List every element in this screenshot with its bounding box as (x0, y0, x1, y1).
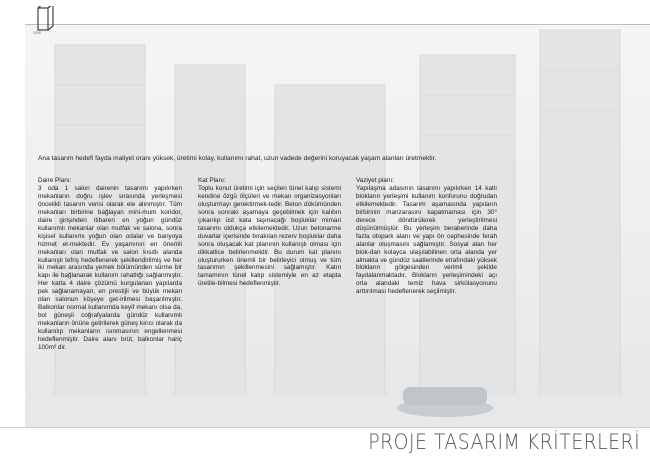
column-vaziyet-plani (356, 177, 497, 296)
column-body: 3 oda 1 salon dairenin tasarımı yapılırken mekanların doğru işlev sırasında yerleşmesi öncelikli tasarım verisi olarak ele alınmıştır. Tüm mekanları birbirine bağlayan mini-mum koridor, daire girişinden itibaren en yoğun gündüz kullanımlı mekanlar olan mutfak ve salona, sonra kişisel kullanımı yoğun olan odalar ve banyoya hizmet et-mektedir. Ev yaşamının en önemli mekanları olan mutfak ve salon kısıtlı alanda kullanışlı tefriş hedeflenerek şekillendirilmiş ve her iki mekan arasında yemek bölümünden sürme bir kapı ile bağlanarak kullanım rahatlığı sağlanmıştır. Her katta 4 daire çözümü kurgulanan yapılarda pek sağlanamayan, en prestijli ve büyük mekan olan salonun köşeye get-irilmesi başarılmıştır. Balkonlar normal kullanımda keyif mekanı olsa da, bol güneşli coğrafyalarda gündüz kullanımlı mekanların önüne getirilerek güneş kırıcı olarak da kullanılıp mekanların ısınmasının engellenmesi hedeflenmiştir. Daire alanı brüt, balkonlar hariç 100m² dir. (38, 184, 182, 352)
logo-caption: ÜRE (33, 30, 42, 35)
footer-title: PROJE TASARIM KRİTERLERİ (368, 430, 640, 454)
column-heading: Vaziyet planı: (356, 177, 394, 184)
column-body: Yapılaşma adasının tasarımı yapılırken 14 katlı blokların yerleşimi kullanım konforunu doğrudan etkilemektedir. Tasarım aşamasında yapıların birbirinin manzarasını kapatmaması için 30° derece döndürülerek yerleştirilmesi düşünülmüştür. Bu yerleşim beraberinde daha fazla otopark alanı ve yapı ön cephesinde ferah alanlar oluşmasını sağlamıştır. Sosyal alan her blok-dan kolayca ulaşılabilinen orta alanda yer almakta ve gündüz saatlerinde etrafındaki yüksek blokların gölgesinden verimli şekilde faydalanmaktadır. Blokların yerleşimindeki açı orta alandaki temiz hava sirkülasyonunu arttırılması hedeflenerek seçilmiştir. (356, 184, 497, 296)
column-kat-plani (198, 177, 341, 288)
column-daire-plani (38, 177, 182, 352)
column-body: Toplu konut üretimi için seçilen tünel kalıp sistemi kendine özgü ölçüleri ve mekan organizasyonları oluşturmayı gerektirmek-tedir. Beton dökümünden sonra sonraki aşamaya geçebilmek için kalıbın çıkarılıp üst kata taşınacağı boşluklar mimari tasarımı oldukça etkilemektedir. Uzun betonarme duvarlar içerisinde bırakılan rezerv boşluklar daha sonra oluşacak kat planının kullanışlı olması için dikkatlice belirlenmelidir. Bu durum kat planını oluştururken önemli bir belirleyici olmuş ve tüm tasarımın şekillenmesini sağlamıştır. Katın tamamının tünel kalıp sistemiyle en az etapta üretile-bilmesi hedeflenmiştir. (198, 184, 341, 288)
footer-rule (0, 427, 650, 428)
intro-text: Ana tasarım hedefi fayda maliyet oranı yüksek, üretimi kolay, kullanımı rahat, uzun vadede değerini koruyacak yaşam alanları üretmektir. (38, 155, 437, 162)
column-heading: Kat Planı: (198, 177, 226, 184)
column-heading: Daire Planı: (38, 177, 72, 184)
top-rule (25, 24, 650, 25)
